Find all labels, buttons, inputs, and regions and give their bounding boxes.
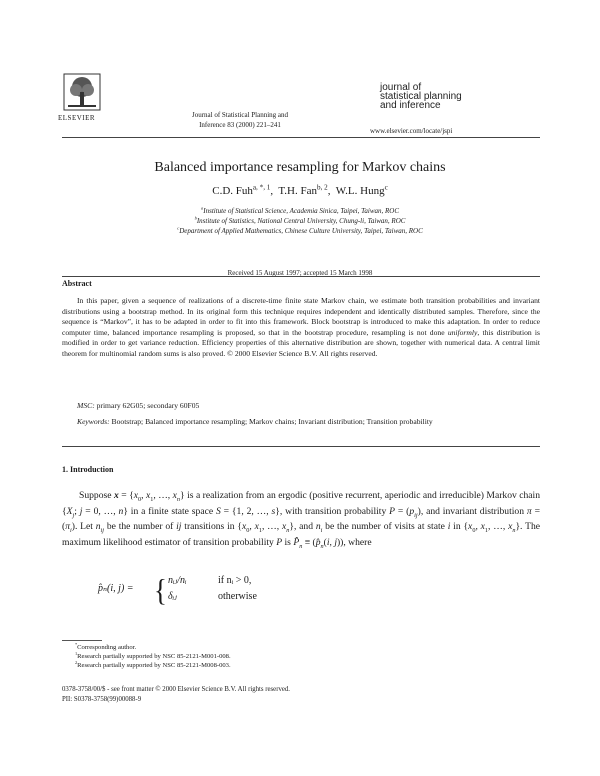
copyright-notice: © 2000 Elsevier Science B.V. All rights reserved. xyxy=(227,348,378,358)
section-heading: 1. Introduction xyxy=(62,465,114,474)
affiliation: $^c$Department of Applied Mathematics, Chinese Culture University, Taipei, Taiwan, ROC xyxy=(177,225,423,235)
author-marks: a, *, 1 xyxy=(252,183,271,192)
affiliation: $^a$Institute of Statistical Science, Academia Sinica, Taipei, Taiwan, ROC xyxy=(200,205,399,215)
footnotes xyxy=(62,643,231,671)
affiliation: $^b$Institute of Statistics, National Central University, Chung-li, Taiwan, ROC xyxy=(194,215,406,225)
journal-logo: journal of statistical planning and inference xyxy=(380,82,462,111)
footnote: $^2$Research partially supported by NSC 85-2121-M008-003. xyxy=(75,660,231,670)
publisher-name: ELSEVIER xyxy=(58,114,96,122)
footnote: $^1$Research partially supported by NSC 85-2121-M001-008. xyxy=(75,651,231,661)
elsevier-tree-logo xyxy=(62,72,102,112)
received-dates: Received 15 August 1997; accepted 15 March 1998 xyxy=(227,269,373,277)
pii-line: PII: S0378-3758(99)00088-9 xyxy=(62,695,142,703)
paper-title: Balanced importance resampling for Markov chains xyxy=(154,160,446,175)
author-name: T.H. Fan xyxy=(278,185,318,197)
author-name: C.D. Fuh xyxy=(212,185,253,197)
introduction-text: Suppose $x = \{x_0$, $x_1$, …, $x_n$} is a realization from an ergodic (positive recurrent, aperiodic and irreducible) Markov chain {$X_j$; j = 0, …, n} in a finite state space S = {1, 2, …, s}, with transition probability $P = (p_{ij})$, and invariant distribution $\pi = (\pi_i)$. Let $n_{ij}$ be the number of ij transitions in {$x_0$, $x_1$, …, $x_n$}, and $n_i$ be the number of visits at state i in {$x_0$, $x_1$, …, $x_n$}. The maximum likelihood estimator of transition probability P is $P̂_n$ ≡ ($p̂_n(i$, j)), where xyxy=(62,490,541,550)
author-marks: b, 2 xyxy=(317,183,328,192)
abstract-text: In this paper, given a sequence of realizations of a discrete-time finite state Markov chain, we estimate both transition probabilities and invariant distributions using a bootstrap method. In its original form this technique requires independent and identically distributed samples. Therefore, since the sequence is “Markov”, it has to be adapted in order to fit into this framework. Block bootstrap is introduced to make this adaptation. In order to reduce computer time, balanced importance resampling is proposed, so that in the bootstrap procedure, resampling is not done uniformly, this distribution is modified in order to get variance reduction. Efficiency properties of this alternative distribution are shown, together with numerical data. A central limit theorem for multinomial random sums is also proved. © 2000 Elsevier Science B.V. All rights reserved. xyxy=(62,296,540,358)
header-rule xyxy=(62,137,540,138)
keywords: Keywords: Bootstrap; Balanced importance resampling; Markov chains; Invariant distribution; Transition probability xyxy=(77,417,433,426)
publication-info xyxy=(62,685,290,704)
abstract-rule xyxy=(62,276,540,277)
author-marks: c xyxy=(384,183,388,192)
issn-line: 0378-3758/00/$ - see front matter © 2000 Elsevier Science B.V. All rights reserved. xyxy=(62,686,290,693)
journal-url[interactable]: www.elsevier.com/locate/jspi xyxy=(370,127,453,135)
journal-reference: Journal of Statistical Planning and Inference 83 (2000) 221–241 xyxy=(191,111,289,129)
author-name: W.L. Hung xyxy=(335,185,385,197)
abstract-heading: Abstract xyxy=(62,279,92,288)
abstract-end-rule xyxy=(62,446,540,447)
author-list: C.D. Fuh$^{a, *, 1}$, T.H. Fan$^{b, 2}$, W.L. Hung$^c$ xyxy=(212,183,388,197)
footnote: *Corresponding author. xyxy=(75,641,137,651)
footnote-rule xyxy=(62,640,102,641)
msc-codes: MSC: primary 62G05; secondary 60F05 xyxy=(77,401,200,410)
